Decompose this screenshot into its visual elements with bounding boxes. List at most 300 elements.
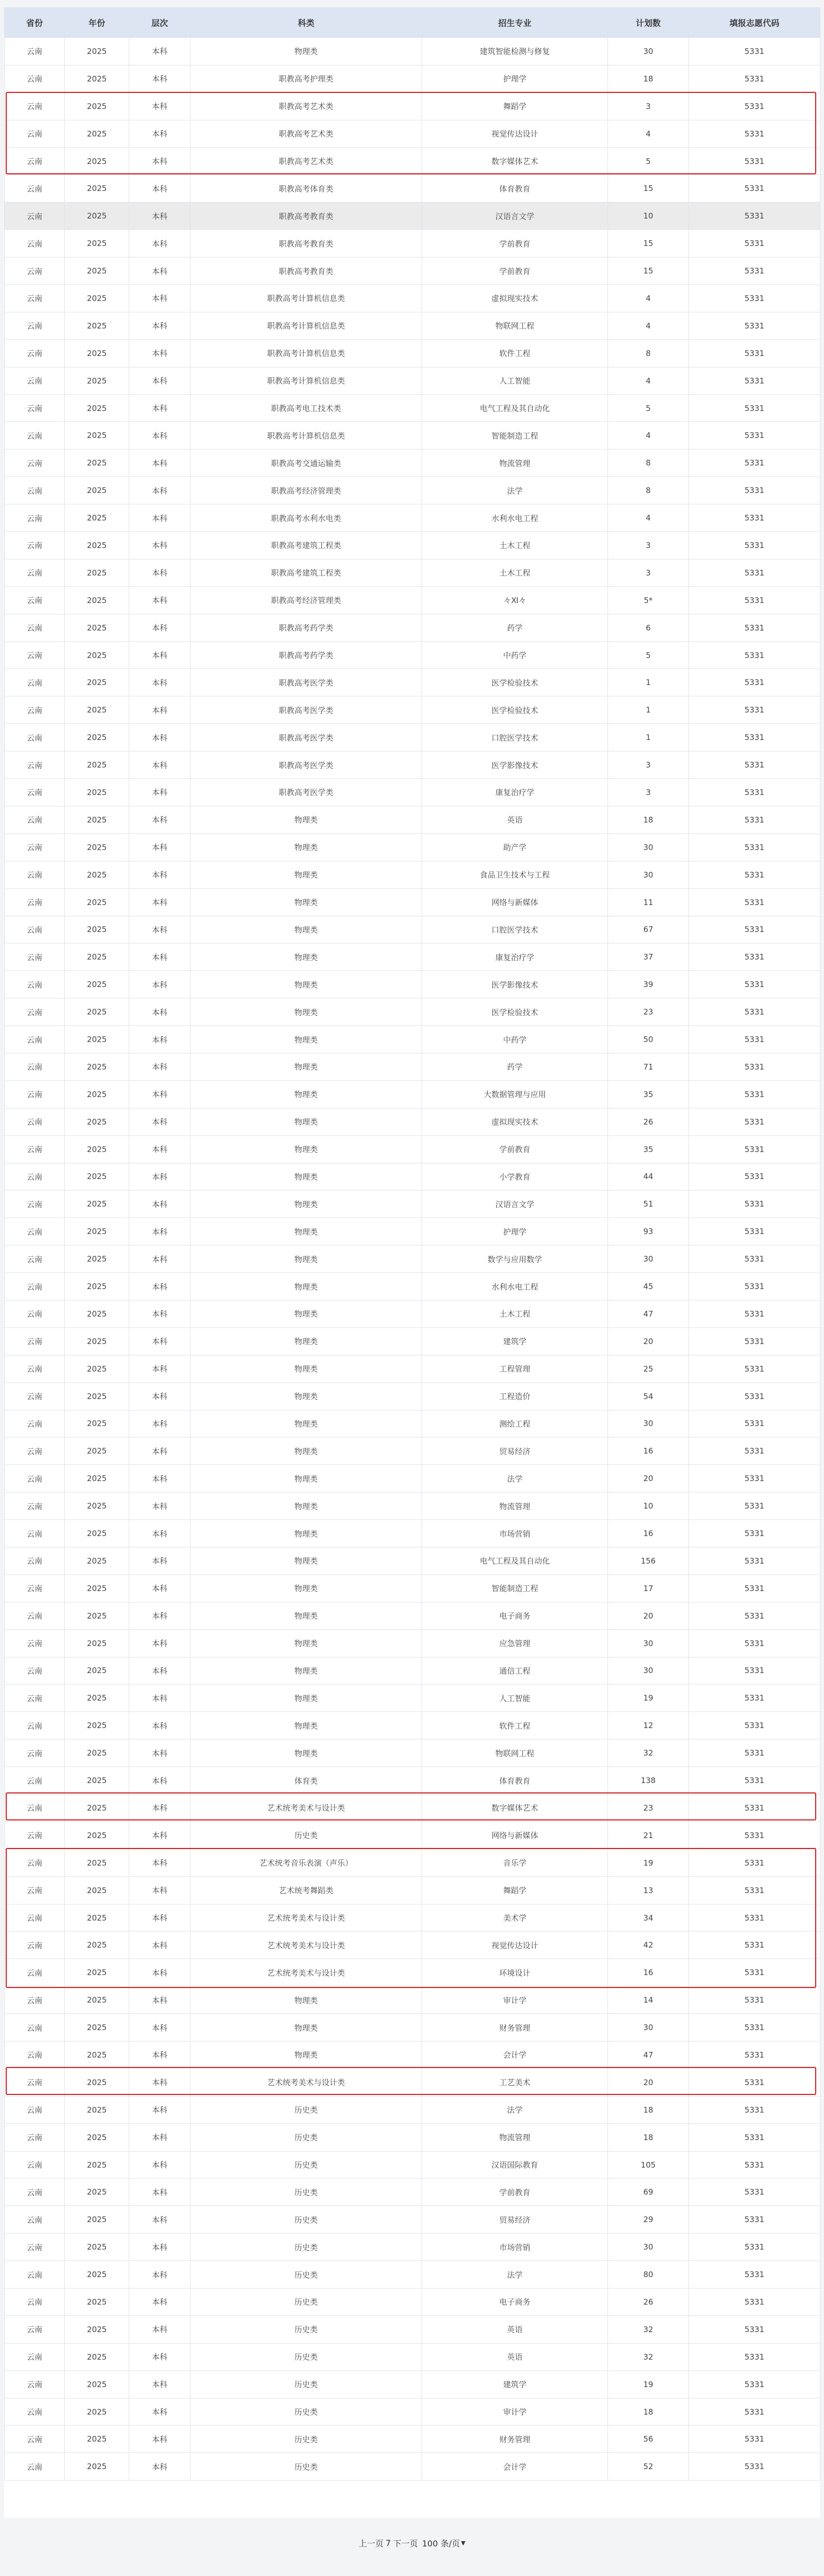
cell-code: 5331 <box>689 2315 820 2343</box>
cell-code: 5331 <box>689 1300 820 1327</box>
cell-province: 云南 <box>5 1629 65 1657</box>
cell-province: 云南 <box>5 669 65 696</box>
cell-level: 本科 <box>129 1382 191 1410</box>
cell-major: 贸易经济 <box>422 2206 608 2234</box>
cell-code: 5331 <box>689 943 820 971</box>
cell-code: 5331 <box>689 175 820 202</box>
cell-code: 5331 <box>689 669 820 696</box>
col-header-level[interactable]: 层次 <box>129 8 191 38</box>
cell-level: 本科 <box>129 2234 191 2261</box>
cell-category: 物理类 <box>191 1382 422 1410</box>
cell-plan-count: 26 <box>608 1108 689 1135</box>
cell-major: 助产学 <box>422 833 608 861</box>
cell-category: 物理类 <box>191 1465 422 1492</box>
cell-level: 本科 <box>129 1190 191 1218</box>
cell-category: 物理类 <box>191 861 422 888</box>
cell-province: 云南 <box>5 916 65 943</box>
cell-year: 2025 <box>65 1547 129 1574</box>
cell-year: 2025 <box>65 1465 129 1492</box>
cell-code: 5331 <box>689 559 820 586</box>
cell-province: 云南 <box>5 2014 65 2041</box>
cell-level: 本科 <box>129 449 191 477</box>
cell-category: 历史类 <box>191 2343 422 2371</box>
cell-province: 云南 <box>5 2398 65 2426</box>
cell-code: 5331 <box>689 641 820 669</box>
cell-plan-count: 17 <box>608 1574 689 1602</box>
cell-major: 学前教育 <box>422 257 608 285</box>
page-size-select[interactable] <box>422 2537 466 2549</box>
cell-code: 5331 <box>689 724 820 751</box>
cell-level: 本科 <box>129 1327 191 1355</box>
cell-code: 5331 <box>689 2096 820 2123</box>
table-row <box>5 1080 820 1108</box>
cell-major: 口腔医学技术 <box>422 724 608 751</box>
cell-province: 云南 <box>5 1876 65 1904</box>
cell-plan-count: 50 <box>608 1026 689 1053</box>
cell-category: 职教高考计算机信息类 <box>191 339 422 367</box>
cell-major: 网络与新媒体 <box>422 888 608 916</box>
cell-major: 法学 <box>422 2261 608 2289</box>
cell-code: 5331 <box>689 1767 820 1794</box>
cell-category: 职教高考经济管理类 <box>191 586 422 614</box>
cell-major: 汉语言文学 <box>422 202 608 230</box>
cell-year: 2025 <box>65 724 129 751</box>
cell-major: 护理学 <box>422 1218 608 1245</box>
table-row <box>5 943 820 971</box>
cell-level: 本科 <box>129 120 191 147</box>
cell-major: 数学与应用数学 <box>422 1245 608 1273</box>
cell-province: 云南 <box>5 65 65 92</box>
cell-category: 物理类 <box>191 1273 422 1300</box>
table-row <box>5 1327 820 1355</box>
cell-category: 历史类 <box>191 2261 422 2289</box>
next-page-button[interactable]: 下一页 <box>393 2538 418 2548</box>
cell-category: 物理类 <box>191 1080 422 1108</box>
col-header-major[interactable]: 招生专业 <box>422 8 608 38</box>
cell-major: 财务管理 <box>422 2426 608 2453</box>
cell-plan-count: 16 <box>608 1520 689 1547</box>
cell-major: 学前教育 <box>422 2178 608 2206</box>
cell-code: 5331 <box>689 285 820 312</box>
cell-category: 物理类 <box>191 998 422 1026</box>
cell-province: 云南 <box>5 1904 65 1931</box>
cell-province: 云南 <box>5 2151 65 2178</box>
cell-category: 物理类 <box>191 1108 422 1135</box>
cell-province: 云南 <box>5 888 65 916</box>
cell-plan-count: 19 <box>608 2371 689 2398</box>
cell-major: 英语 <box>422 806 608 833</box>
cell-province: 云南 <box>5 1767 65 1794</box>
cell-category: 艺术统考美术与设计类 <box>191 1794 422 1822</box>
cell-plan-count: 52 <box>608 2453 689 2481</box>
cell-code: 5331 <box>689 1794 820 1822</box>
cell-year: 2025 <box>65 586 129 614</box>
table-row <box>5 1739 820 1767</box>
cell-year: 2025 <box>65 147 129 175</box>
cell-plan-count: 156 <box>608 1547 689 1574</box>
cell-category: 物理类 <box>191 916 422 943</box>
cell-major: 英语 <box>422 2315 608 2343</box>
prev-page-button[interactable]: 上一页 <box>358 2538 384 2548</box>
cell-year: 2025 <box>65 2151 129 2178</box>
cell-code: 5331 <box>689 1080 820 1108</box>
cell-level: 本科 <box>129 1712 191 1739</box>
cell-category: 艺术统考美术与设计类 <box>191 2068 422 2096</box>
cell-plan-count: 18 <box>608 806 689 833</box>
cell-plan-count: 5* <box>608 586 689 614</box>
cell-year: 2025 <box>65 2371 129 2398</box>
cell-plan-count: 18 <box>608 2398 689 2426</box>
cell-province: 云南 <box>5 1026 65 1053</box>
cell-province: 云南 <box>5 1547 65 1574</box>
cell-plan-count: 30 <box>608 861 689 888</box>
cell-plan-count: 32 <box>608 2343 689 2371</box>
cell-year: 2025 <box>65 202 129 230</box>
cell-year: 2025 <box>65 1574 129 1602</box>
cell-code: 5331 <box>689 1986 820 2014</box>
table-row <box>5 1300 820 1327</box>
cell-category: 职教高考教育类 <box>191 230 422 257</box>
cell-year: 2025 <box>65 1492 129 1520</box>
cell-level: 本科 <box>129 1108 191 1135</box>
cell-plan-count: 18 <box>608 2096 689 2123</box>
cell-category: 艺术统考舞蹈类 <box>191 1876 422 1904</box>
cell-code: 5331 <box>689 1931 820 1959</box>
cell-category: 职教高考艺术类 <box>191 120 422 147</box>
table-row <box>5 1574 820 1602</box>
cell-province: 云南 <box>5 2315 65 2343</box>
cell-year: 2025 <box>65 2014 129 2041</box>
cell-year: 2025 <box>65 2453 129 2481</box>
cell-year: 2025 <box>65 1821 129 1849</box>
cell-category: 职教高考艺术类 <box>191 92 422 120</box>
cell-code: 5331 <box>689 833 820 861</box>
cell-category: 物理类 <box>191 1547 422 1574</box>
cell-code: 5331 <box>689 1629 820 1657</box>
cell-code: 5331 <box>689 2014 820 2041</box>
cell-plan-count: 32 <box>608 1739 689 1767</box>
cell-code: 5331 <box>689 1574 820 1602</box>
enrollment-plan-table <box>4 7 820 2481</box>
cell-year: 2025 <box>65 38 129 65</box>
cell-year: 2025 <box>65 2068 129 2096</box>
pagination <box>0 2527 824 2558</box>
cell-level: 本科 <box>129 92 191 120</box>
cell-category: 职教高考教育类 <box>191 257 422 285</box>
cell-plan-count: 6 <box>608 614 689 641</box>
cell-plan-count: 20 <box>608 1465 689 1492</box>
cell-plan-count: 20 <box>608 1602 689 1629</box>
cell-province: 云南 <box>5 1465 65 1492</box>
cell-level: 本科 <box>129 2014 191 2041</box>
cell-level: 本科 <box>129 1657 191 1684</box>
cell-major: 审计学 <box>422 2398 608 2426</box>
cell-year: 2025 <box>65 806 129 833</box>
cell-level: 本科 <box>129 806 191 833</box>
table-row <box>5 1657 820 1684</box>
cell-code: 5331 <box>689 1382 820 1410</box>
cell-plan-count: 20 <box>608 1327 689 1355</box>
cell-province: 云南 <box>5 449 65 477</box>
table-row <box>5 1135 820 1163</box>
cell-code: 5331 <box>689 614 820 641</box>
cell-code: 5331 <box>689 2289 820 2316</box>
cell-major: 中药学 <box>422 641 608 669</box>
cell-province: 云南 <box>5 504 65 532</box>
cell-plan-count: 12 <box>608 1712 689 1739</box>
cell-code: 5331 <box>689 1327 820 1355</box>
cell-level: 本科 <box>129 2453 191 2481</box>
cell-level: 本科 <box>129 1437 191 1465</box>
cell-major: 通信工程 <box>422 1657 608 1684</box>
table-row <box>5 339 820 367</box>
cell-year: 2025 <box>65 2206 129 2234</box>
cell-code: 5331 <box>689 312 820 339</box>
cell-code: 5331 <box>689 202 820 230</box>
cell-year: 2025 <box>65 696 129 724</box>
cell-code: 5331 <box>689 532 820 559</box>
cell-code: 5331 <box>689 696 820 724</box>
cell-major: 视觉传达设计 <box>422 120 608 147</box>
table-header <box>5 8 820 38</box>
cell-code: 5331 <box>689 1876 820 1904</box>
cell-level: 本科 <box>129 2315 191 2343</box>
cell-major: 虚拟现实技术 <box>422 1108 608 1135</box>
cell-code: 5331 <box>689 1904 820 1931</box>
cell-level: 本科 <box>129 175 191 202</box>
cell-code: 5331 <box>689 916 820 943</box>
cell-year: 2025 <box>65 971 129 998</box>
cell-plan-count: 39 <box>608 971 689 998</box>
cell-province: 云南 <box>5 1355 65 1382</box>
cell-year: 2025 <box>65 1108 129 1135</box>
cell-year: 2025 <box>65 339 129 367</box>
table-row <box>5 2041 820 2069</box>
cell-category: 物理类 <box>191 1629 422 1657</box>
cell-year: 2025 <box>65 998 129 1026</box>
cell-category: 历史类 <box>191 2398 422 2426</box>
cell-year: 2025 <box>65 1026 129 1053</box>
cell-major: 软件工程 <box>422 339 608 367</box>
cell-code: 5331 <box>689 394 820 422</box>
cell-plan-count: 3 <box>608 779 689 806</box>
col-header-plan-count[interactable]: 计划数 <box>608 8 689 38</box>
cell-category: 历史类 <box>191 2371 422 2398</box>
cell-year: 2025 <box>65 422 129 449</box>
cell-code: 5331 <box>689 92 820 120</box>
cell-year: 2025 <box>65 861 129 888</box>
table-row <box>5 504 820 532</box>
cell-province: 云南 <box>5 2041 65 2069</box>
cell-major: 医学影像技术 <box>422 971 608 998</box>
cell-province: 云南 <box>5 394 65 422</box>
table-row <box>5 202 820 230</box>
cell-level: 本科 <box>129 1026 191 1053</box>
cell-category: 职教高考计算机信息类 <box>191 422 422 449</box>
cell-level: 本科 <box>129 861 191 888</box>
cell-year: 2025 <box>65 1437 129 1465</box>
table-row <box>5 1026 820 1053</box>
table-row <box>5 971 820 998</box>
cell-province: 云南 <box>5 1739 65 1767</box>
cell-province: 云南 <box>5 586 65 614</box>
cell-level: 本科 <box>129 504 191 532</box>
table-row <box>5 724 820 751</box>
cell-category: 物理类 <box>191 1218 422 1245</box>
table-row <box>5 1218 820 1245</box>
cell-province: 云南 <box>5 1273 65 1300</box>
table-row <box>5 230 820 257</box>
cell-category: 艺术统考美术与设计类 <box>191 1931 422 1959</box>
cell-code: 5331 <box>689 1190 820 1218</box>
cell-plan-count: 8 <box>608 449 689 477</box>
cell-plan-count: 35 <box>608 1080 689 1108</box>
cell-level: 本科 <box>129 614 191 641</box>
cell-level: 本科 <box>129 1821 191 1849</box>
cell-category: 物理类 <box>191 1712 422 1739</box>
cell-major: 护理学 <box>422 65 608 92</box>
cell-code: 5331 <box>689 2426 820 2453</box>
table-body <box>5 38 820 2481</box>
cell-province: 云南 <box>5 2096 65 2123</box>
cell-category: 物理类 <box>191 1026 422 1053</box>
cell-major: 体育教育 <box>422 1767 608 1794</box>
cell-plan-count: 37 <box>608 943 689 971</box>
col-header-province[interactable]: 省份 <box>5 8 65 38</box>
cell-level: 本科 <box>129 2398 191 2426</box>
cell-level: 本科 <box>129 1273 191 1300</box>
cell-category: 职教高考经济管理类 <box>191 477 422 504</box>
cell-province: 云南 <box>5 1410 65 1437</box>
cell-code: 5331 <box>689 367 820 394</box>
cell-plan-count: 30 <box>608 1629 689 1657</box>
cell-code: 5331 <box>689 230 820 257</box>
cell-major: 市场营销 <box>422 1520 608 1547</box>
cell-province: 云南 <box>5 971 65 998</box>
cell-major: 舞蹈学 <box>422 92 608 120</box>
cell-category: 物理类 <box>191 1437 422 1465</box>
table-row <box>5 2289 820 2316</box>
cell-year: 2025 <box>65 1190 129 1218</box>
cell-level: 本科 <box>129 2261 191 2289</box>
cell-province: 云南 <box>5 2178 65 2206</box>
cell-plan-count: 30 <box>608 1245 689 1273</box>
cell-plan-count: 10 <box>608 202 689 230</box>
cell-category: 物理类 <box>191 833 422 861</box>
cell-category: 职教高考药学类 <box>191 614 422 641</box>
cell-province: 云南 <box>5 532 65 559</box>
cell-plan-count: 47 <box>608 1300 689 1327</box>
table-row <box>5 2151 820 2178</box>
cell-major: 物流管理 <box>422 1492 608 1520</box>
cell-level: 本科 <box>129 1767 191 1794</box>
cell-code: 5331 <box>689 2178 820 2206</box>
cell-year: 2025 <box>65 120 129 147</box>
table-row <box>5 1273 820 1300</box>
cell-code: 5331 <box>689 1547 820 1574</box>
cell-category: 物理类 <box>191 806 422 833</box>
cell-province: 云南 <box>5 614 65 641</box>
cell-code: 5331 <box>689 1218 820 1245</box>
col-header-code[interactable]: 填报志愿代码 <box>689 8 820 38</box>
cell-year: 2025 <box>65 1163 129 1190</box>
cell-plan-count: 1 <box>608 669 689 696</box>
cell-province: 云南 <box>5 1218 65 1245</box>
cell-plan-count: 30 <box>608 833 689 861</box>
cell-year: 2025 <box>65 1080 129 1108</box>
cell-province: 云南 <box>5 696 65 724</box>
cell-code: 5331 <box>689 339 820 367</box>
cell-plan-count: 21 <box>608 1821 689 1849</box>
cell-major: 贸易经济 <box>422 1437 608 1465</box>
cell-plan-count: 30 <box>608 1410 689 1437</box>
cell-category: 艺术统考美术与设计类 <box>191 1904 422 1931</box>
cell-plan-count: 3 <box>608 92 689 120</box>
cell-level: 本科 <box>129 1959 191 1986</box>
cell-major: 音乐学 <box>422 1849 608 1876</box>
cell-code: 5331 <box>689 65 820 92</box>
cell-level: 本科 <box>129 65 191 92</box>
cell-category: 职教高考建筑工程类 <box>191 532 422 559</box>
cell-category: 历史类 <box>191 2453 422 2481</box>
table-row <box>5 2234 820 2261</box>
cell-year: 2025 <box>65 1520 129 1547</box>
cell-level: 本科 <box>129 1245 191 1273</box>
cell-year: 2025 <box>65 1218 129 1245</box>
cell-category: 职教高考水利水电类 <box>191 504 422 532</box>
cell-year: 2025 <box>65 1904 129 1931</box>
table-row <box>5 641 820 669</box>
col-header-year[interactable]: 年份 <box>65 8 129 38</box>
cell-major: 口腔医学技术 <box>422 916 608 943</box>
cell-year: 2025 <box>65 2289 129 2316</box>
cell-category: 物理类 <box>191 1300 422 1327</box>
cell-year: 2025 <box>65 1053 129 1080</box>
cell-level: 本科 <box>129 724 191 751</box>
cell-level: 本科 <box>129 1849 191 1876</box>
table-row <box>5 120 820 147</box>
cell-major: 会计学 <box>422 2041 608 2069</box>
cell-year: 2025 <box>65 2343 129 2371</box>
table-row <box>5 696 820 724</box>
cell-code: 5331 <box>689 888 820 916</box>
col-header-category[interactable]: 科类 <box>191 8 422 38</box>
cell-province: 云南 <box>5 120 65 147</box>
cell-plan-count: 15 <box>608 175 689 202</box>
table-row <box>5 1053 820 1080</box>
cell-category: 物理类 <box>191 1739 422 1767</box>
cell-year: 2025 <box>65 1739 129 1767</box>
cell-major: 英语 <box>422 2343 608 2371</box>
cell-level: 本科 <box>129 1739 191 1767</box>
cell-major: 测绘工程 <box>422 1410 608 1437</box>
table-row <box>5 92 820 120</box>
cell-major: 法学 <box>422 477 608 504</box>
cell-major: 食品卫生技术与工程 <box>422 861 608 888</box>
cell-category: 历史类 <box>191 2315 422 2343</box>
cell-level: 本科 <box>129 1492 191 1520</box>
cell-major: 法学 <box>422 1465 608 1492</box>
cell-major: 市场营销 <box>422 2234 608 2261</box>
cell-year: 2025 <box>65 2178 129 2206</box>
table-row <box>5 1904 820 1931</box>
cell-province: 云南 <box>5 641 65 669</box>
cell-code: 5331 <box>689 1135 820 1163</box>
cell-level: 本科 <box>129 586 191 614</box>
cell-code: 5331 <box>689 1245 820 1273</box>
cell-year: 2025 <box>65 285 129 312</box>
cell-category: 物理类 <box>191 2041 422 2069</box>
